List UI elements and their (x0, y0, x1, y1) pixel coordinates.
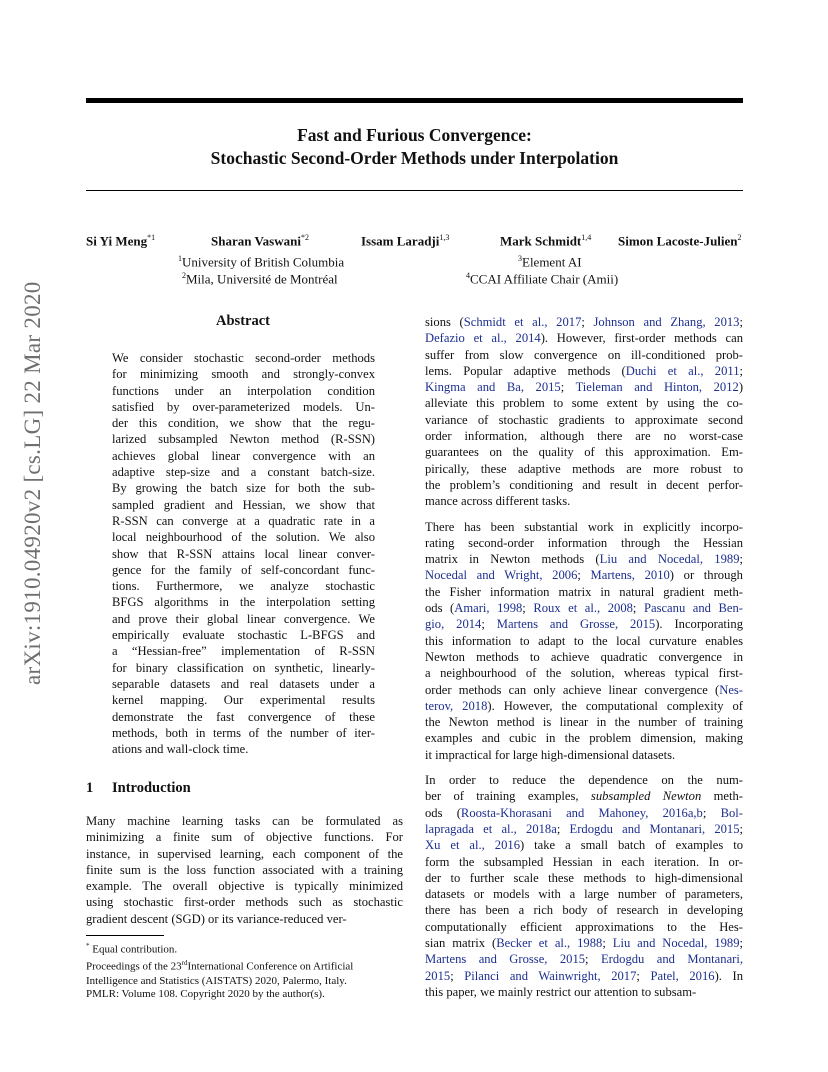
footnotes (86, 940, 416, 1002)
text-line: sampled gradient and Hessian, we show that (112, 497, 375, 512)
text-line (425, 772, 743, 788)
citation-link[interactable]: Roux et al., 2008 (533, 601, 633, 616)
text-line (425, 870, 743, 886)
text-span: there has been a rich body of research in developing (425, 903, 743, 918)
title-line-1: Fast and Furious Convergence: (297, 125, 532, 145)
text-line: for minimizing smooth and strongly-convex (112, 367, 375, 382)
citation-link[interactable]: Liu and Nocedal, 1989 (612, 935, 740, 950)
text-span: meth- (701, 789, 743, 804)
text-line: gradient descent (SGD) or its variance-reduced ver- (86, 911, 347, 926)
citation-link[interactable]: Xu et al., 2016 (425, 838, 520, 853)
text-line: achieves global linear convergence with an (112, 448, 375, 463)
text-line: minimizing a finite sum of objective functions. For (86, 830, 403, 845)
text-span: form the subsampled Hessian in each iteration. In or- (425, 854, 743, 869)
text-span: In order to reduce the dependence on the num- (425, 773, 743, 788)
text-span: ; (450, 968, 465, 983)
intro-paragraph (86, 813, 403, 927)
text-span: ; (739, 315, 743, 329)
text-span: lems. Popular adaptive methods ( (425, 363, 626, 378)
text-line: and prove their global linear convergence. We (112, 611, 375, 626)
text-line (425, 698, 743, 714)
text-span: ) (738, 380, 744, 395)
text-span: the Fisher information matrix in natural gradient meth- (425, 584, 743, 599)
text-line: a “Hessian-free” implementation of R-SSN (112, 644, 375, 659)
author: Mark Schmidt$^{1,4}$ (500, 233, 592, 249)
text-span: sions ( (425, 315, 464, 329)
text-line: der this condition, we show that the regu- (112, 416, 375, 431)
citation-link[interactable]: 2015 (425, 968, 451, 983)
text-span: sian matrix ( (425, 935, 497, 950)
section-heading: 1 Introduction (86, 780, 191, 796)
text-line: tions. Furthermore, we analyze stochastic (112, 579, 375, 594)
text-line (425, 395, 743, 411)
author: Issam Laradji$^{1,3}$ (361, 233, 450, 249)
text-span: the problem’s conditioning and result in decent perfor- (425, 477, 743, 492)
text-span: ) or through (669, 568, 743, 583)
paragraph (425, 519, 743, 763)
text-line: show that R-SSN attains local linear conver- (112, 546, 375, 561)
text-line: finite sum is the loss function associated with a training (86, 862, 403, 877)
citation-link[interactable]: Defazio et al., 2014 (425, 331, 541, 346)
text-span: it impractical for large high-dimensional datasets. (425, 747, 676, 762)
text-span: ) take a small batch of examples to (520, 838, 744, 853)
text-span: ; (481, 617, 497, 632)
text-line (425, 951, 743, 967)
text-line (425, 600, 743, 616)
text-line (425, 854, 743, 870)
text-line (425, 747, 743, 763)
text-line: kernel mapping. Our experimental results (112, 693, 375, 708)
citation-link[interactable]: Martens, 2010 (590, 568, 670, 583)
paper-title (86, 124, 743, 170)
text-line (425, 633, 743, 649)
abstract-body (112, 350, 375, 757)
affiliation: $^3$Element AI (518, 254, 582, 270)
text-line (425, 551, 743, 567)
text-line: functions under an interpolation condition (112, 383, 375, 398)
text-line: empirically evaluate stochastic L-BFGS and (112, 628, 375, 643)
text-span: ; (522, 601, 534, 616)
text-line (425, 616, 743, 632)
author: Si Yi Meng$^{*1}$ (86, 233, 156, 249)
text-line (425, 714, 743, 730)
text-line: adaptive step-size and a constant batch-size. (112, 465, 375, 480)
author: Sharan Vaswani$^{*2}$ (211, 233, 309, 249)
text-line (425, 805, 743, 821)
text-span: ). In (714, 968, 743, 983)
abstract-heading: Abstract (216, 313, 270, 329)
text-span: this information to adapt to the local curvature enables (425, 633, 743, 648)
text-line (425, 412, 743, 428)
text-span: the Newton method is linear in the number of training (425, 715, 743, 730)
text-line (425, 886, 743, 902)
text-line (425, 984, 743, 1000)
text-line: example. The overall objective is typically minimized (86, 879, 403, 894)
footnote-proceedings: Intelligence and Statistics (AISTATS) 2020, Palermo, Italy. (86, 974, 347, 987)
text-line: methods, both in terms of the number of iter- (112, 725, 375, 740)
author: Simon Lacoste-Julien$^2$ (618, 233, 742, 249)
paragraph (425, 772, 743, 1000)
citation-link[interactable]: Erdogdu and Montanari, 2015 (569, 821, 740, 836)
text-line (425, 730, 743, 746)
text-span: Newton methods to achieve quadratic convergence in (425, 649, 743, 664)
text-span: ; (636, 968, 651, 983)
text-line (425, 444, 743, 460)
citation-link[interactable]: Roosta-Khorasani and Mahoney, 2016a,b (460, 805, 703, 820)
text-span: ; (585, 952, 601, 967)
paragraph (425, 314, 743, 510)
text-span: suffer from slow convergence on ill-conditioned prob- (425, 347, 743, 362)
text-span: ; (739, 821, 744, 836)
citation-link[interactable]: Becker et al., 1988 (496, 935, 603, 950)
text-line (425, 535, 743, 551)
text-line (425, 649, 743, 665)
text-span: this paper, we mainly restrict our attention to subsam- (425, 984, 697, 999)
emphasis-text: subsampled Newton (590, 789, 702, 804)
text-span: ; (632, 601, 644, 616)
text-line (425, 493, 743, 509)
footnote-rule (86, 935, 164, 936)
text-line (425, 519, 743, 535)
text-line (425, 837, 743, 853)
text-line (425, 477, 743, 493)
footnote-proceedings: PMLR: Volume 108. Copyright 2020 by the author(s). (86, 988, 325, 1001)
citation-link[interactable]: Pascanu and Ben- (643, 601, 743, 616)
citation-link[interactable]: Nes- (719, 682, 743, 697)
text-line: We consider stochastic second-order methods (112, 351, 375, 365)
text-span: computationally efficient approximations to the Hes- (425, 919, 743, 934)
citation-link[interactable]: Nocedal and Wright, 2006 (425, 568, 578, 583)
text-span: ; (581, 315, 594, 329)
footnote-proceedings: Proceedings of the 23rdInternational Conference on Artificial (86, 959, 354, 973)
citation-link[interactable]: Patel, 2016 (650, 968, 715, 983)
text-line (425, 902, 743, 918)
text-span: matrix in Newton methods ( (425, 552, 600, 567)
text-span: pirically, these adaptive methods are more robust to (425, 461, 743, 476)
text-line: R-SSN can converge at a quadratic rate in a (112, 513, 375, 528)
text-line: ations and wall-clock time. (112, 742, 249, 757)
text-line: BFGS algorithms in the interpolation setting (112, 595, 375, 610)
text-line (425, 567, 743, 583)
footnote-equal: * Equal contribution. (86, 942, 178, 956)
text-line: local neighbourhood of the solution. We also (112, 530, 375, 545)
text-span: ods ( (425, 805, 461, 820)
citation-link[interactable]: Pilanci and Wainwright, 2017 (464, 968, 637, 983)
citation-link[interactable]: gio, 2014 (425, 617, 482, 632)
text-line (425, 665, 743, 681)
citation-link[interactable]: Amari, 1998 (454, 601, 523, 616)
citation-link[interactable]: Tieleman and Hinton, 2012 (575, 380, 739, 395)
text-span: ). Incorporating (655, 617, 744, 632)
text-span: ; (739, 935, 744, 950)
text-span: examples and cubic in the problem dimension, making (425, 731, 743, 746)
text-span: a neighbourhood of the solution, whereas typical first- (425, 666, 743, 681)
text-span: der to further scale these methods to high-dimensional (425, 870, 743, 885)
text-span: datasets or models with a large number of parameters, (425, 887, 743, 902)
citation-link[interactable]: Martens and Grosse, 2015 (425, 952, 586, 967)
citation-link[interactable]: terov, 2018 (425, 698, 488, 713)
text-line (425, 379, 743, 395)
text-line: Many machine learning tasks can be formulated as (86, 814, 403, 828)
text-span: variance of stochastic gradients to approximate second (425, 412, 743, 427)
citation-link[interactable]: Johnson and Zhang, 2013 (593, 315, 740, 329)
text-line: instance, in supervised learning, each component of the (86, 846, 403, 861)
text-line: larized subsampled Newton method (R-SSN) (112, 432, 375, 447)
text-line (425, 919, 743, 935)
text-span: ). However, first-order methods can (540, 331, 743, 346)
text-line (425, 682, 743, 698)
text-line: satisfied by over-parameterized models. Un- (112, 399, 375, 414)
text-span: ). However, the computational complexity of (487, 698, 743, 713)
text-span: alleviate this problem to some extent by using the co- (425, 396, 743, 411)
text-span: ; (577, 568, 591, 583)
text-span: ods ( (425, 601, 455, 616)
affiliation: $^2$Mila, Université de Montréal (182, 271, 338, 287)
citation-link[interactable]: Kingma and Ba, 2015 (425, 380, 561, 395)
citation-link[interactable]: Bol- (720, 805, 743, 820)
title-bottom-rule (86, 190, 743, 191)
title-top-rule (86, 98, 743, 103)
citation-link[interactable]: Duchi et al., 2011 (625, 363, 740, 378)
text-line (425, 461, 743, 477)
text-line (425, 584, 743, 600)
text-line (425, 314, 743, 330)
text-line: demonstrate the fast convergence of these (112, 709, 375, 724)
text-line (425, 935, 743, 951)
text-span: There has been substantial work in explicitly incorpo- (425, 519, 743, 534)
citation-link[interactable]: Liu and Nocedal, 1989 (599, 552, 740, 567)
text-span: ; (560, 380, 576, 395)
arxiv-sidebar-stamp: arXiv:1910.04920v2 [cs.LG] 22 Mar 2020 (20, 281, 45, 685)
text-span: ; (739, 552, 743, 567)
text-span: mance across different tasks. (425, 494, 571, 509)
text-line (425, 788, 743, 804)
text-line (425, 428, 743, 444)
affiliation: $^1$University of British Columbia (178, 254, 345, 270)
citation-link[interactable]: Erdogdu and Montanari, (600, 952, 743, 967)
text-span: order information, although there are no worst-case (425, 429, 743, 444)
text-line (425, 363, 743, 379)
text-line: using stochastic first-order methods such as stochastic (86, 895, 403, 910)
text-line (425, 330, 743, 346)
text-span: ber of training examples, (425, 789, 591, 804)
text-span: guarantees on the quality of this approximation. Em- (425, 445, 743, 460)
text-span: ; (556, 821, 570, 836)
text-line: gence for the family of self-concordant func- (112, 562, 375, 577)
text-line: By growing the batch size for both the sub- (112, 481, 375, 496)
right-column (425, 314, 743, 1000)
text-span: ; (702, 805, 721, 820)
text-line: for binary classification on synthetic, linearly- (112, 660, 375, 675)
text-line (425, 347, 743, 363)
title-line-2: Stochastic Second-Order Methods under Interpolation (210, 148, 619, 168)
text-span: rating second-order information through the Hessian (425, 535, 743, 550)
citation-link[interactable]: Schmidt et al., 2017 (463, 315, 582, 329)
text-span: ; (602, 935, 613, 950)
affiliation: $^4$CCAI Affiliate Chair (Amii) (466, 271, 619, 287)
citation-link[interactable]: Martens and Grosse, 2015 (496, 617, 656, 632)
text-line (425, 968, 743, 984)
text-span: ; (739, 363, 743, 378)
citation-link[interactable]: lapragada et al., 2018a (425, 821, 557, 836)
text-line: separable datasets and real datasets under a (112, 676, 375, 691)
text-span: order methods can only achieve linear convergence ( (425, 682, 720, 697)
text-line (425, 821, 743, 837)
